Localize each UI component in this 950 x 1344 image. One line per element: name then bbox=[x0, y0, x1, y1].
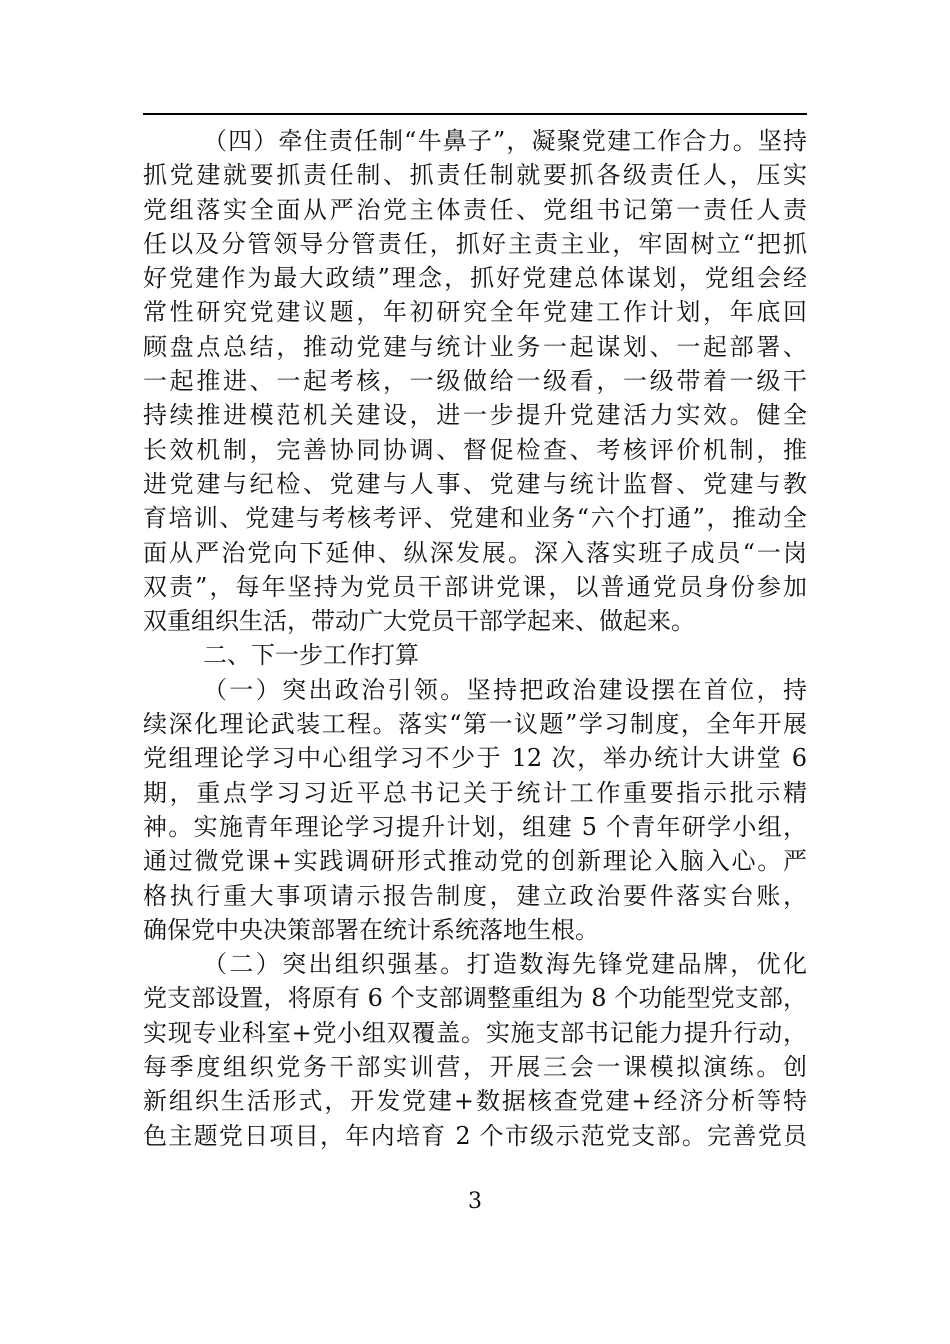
paragraph-line: 持续推进模范机关建设，进一步提升党建活力实效。健全 bbox=[143, 401, 807, 430]
paragraph-line: 新组织生活形式，开发党建+数据核查党建+经济分析等特 bbox=[143, 1087, 807, 1116]
paragraph-line: 实现专业科室+党小组双覆盖。实施支部书记能力提升行动， bbox=[143, 1018, 807, 1047]
paragraph-line: 党组落实全面从严治党主体责任、党组书记第一责任人责 bbox=[143, 195, 807, 224]
paragraph-line: 长效机制，完善协同协调、督促检查、考核评价机制，推 bbox=[143, 435, 807, 464]
paragraph-line: 常性研究党建议题，年初研究全年党建工作计划，年底回 bbox=[143, 298, 807, 327]
paragraph-line: 好党建作为最大政绩”理念，抓好党建总体谋划，党组会经 bbox=[143, 264, 807, 293]
paragraph-line: 通过微党课+实践调研形式推动党的创新理论入脑入心。严 bbox=[143, 847, 807, 876]
header-rule bbox=[143, 113, 807, 115]
paragraph-line: 面从严治党向下延伸、纵深发展。深入落实班子成员“一岗 bbox=[143, 538, 807, 567]
paragraph-line: 育培训、党建与考核考评、党建和业务“六个打通”，推动全 bbox=[143, 504, 807, 533]
paragraph-line: 格执行重大事项请示报告制度，建立政治要件落实台账， bbox=[143, 881, 807, 910]
page-number: 3 bbox=[468, 1189, 482, 1214]
paragraph-line: 进党建与纪检、党建与人事、党建与统计监督、党建与教 bbox=[143, 469, 807, 498]
paragraph-line: 续深化理论武装工程。落实“第一议题”学习制度，全年开展 bbox=[143, 710, 807, 739]
paragraph-line: 任以及分管领导分管责任，抓好主责主业，牢固树立“把抓 bbox=[143, 229, 807, 258]
paragraph-line: （一）突出政治引领。坚持把政治建设摆在首位，持 bbox=[203, 675, 807, 704]
paragraph-line: 每季度组织党务干部实训营，开展三会一课模拟演练。创 bbox=[143, 1053, 807, 1082]
paragraph-line: 一起推进、一起考核，一级做给一级看，一级带着一级干 bbox=[143, 367, 807, 396]
paragraph-line: （四）牵住责任制“牛鼻子”，凝聚党建工作合力。坚持 bbox=[203, 127, 807, 155]
paragraph-line: 党支部设置，将原有 6 个支部调整重组为 8 个功能型党支部， bbox=[143, 984, 807, 1013]
paragraph-line: 确保党中央决策部署在统计系统落地生根。 bbox=[143, 915, 599, 944]
paragraph-line: 色主题党日项目，年内培育 2 个市级示范党支部。完善党员 bbox=[143, 1121, 807, 1150]
paragraph-line: 双责”，每年坚持为党员干部讲党课，以普通党员身份参加 bbox=[143, 572, 807, 601]
section-heading: 二、下一步工作打算 bbox=[203, 641, 419, 670]
paragraph-line: 党组理论学习中心组学习不少于 12 次，举办统计大讲堂 6 bbox=[143, 744, 807, 773]
paragraph-line: 顾盘点总结，推动党建与统计业务一起谋划、一起部署、 bbox=[143, 332, 807, 361]
paragraph-line: 抓党建就要抓责任制、抓责任制就要抓各级责任人，压实 bbox=[143, 161, 807, 190]
paragraph-line: 双重组织生活，带动广大党员干部学起来、做起来。 bbox=[143, 607, 695, 636]
paragraph-line: 神。实施青年理论学习提升计划，组建 5 个青年研学小组， bbox=[143, 812, 807, 841]
paragraph-line: （二）突出组织强基。打造数海先锋党建品牌，优化 bbox=[203, 950, 807, 979]
body-text bbox=[143, 124, 807, 1153]
paragraph-line: 期，重点学习习近平总书记关于统计工作重要指示批示精 bbox=[143, 778, 807, 807]
